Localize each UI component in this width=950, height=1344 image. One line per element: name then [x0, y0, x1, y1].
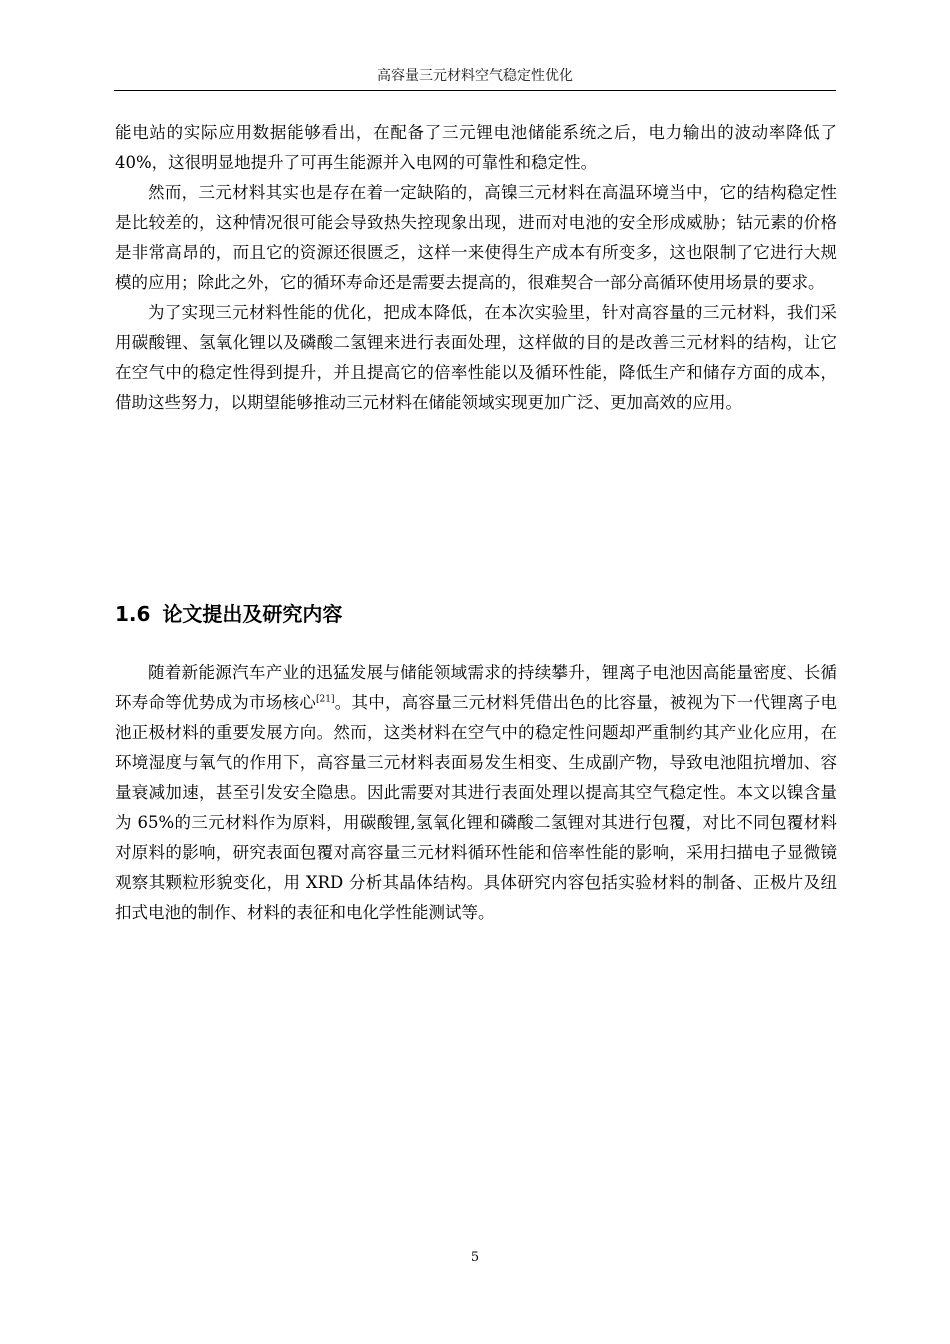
page-number: 5 [470, 1250, 480, 1265]
section-heading [115, 598, 837, 630]
paragraph-research-content [115, 658, 837, 928]
citation-reference: [21] [316, 694, 335, 705]
paragraph-material-defects: 然而，三元材料其实也是存在着一定缺陷的，高镍三元材料在高温环境当中，它的结构稳定性是比较差的，这种情况很可能会导致热失控现象出现，进而对电池的安全形成威胁；钴元素的价格是非常高昂的，而且它的资源还很匮乏，这样一来使得生产成本有所变多，这也限制了它进行大规模的应用；除此之外，它的循环寿命还是需要去提高的，很难契合一部分高循环使用场景的要求。 [115, 183, 837, 292]
running-title: 高容量三元材料空气稳定性优化 [377, 68, 573, 84]
paragraph-text-part2: 。其中，高容量三元材料凭借出色的比容量，被视为下一代锂离子电池正极材料的重要发展方向。然而，这类材料在空气中的稳定性问题却严重制约其产业化应用，在环境湿度与氧气的作用下，高容量三元材料表面易发生相变、生成副产物，导致电池阻抗增加、容量衰减加速，甚至引发安全隐患。因此需要对其进行表面处理以提高其空气稳定性。本文以镍含量为 65%的三元材料作为原料，用碳酸锂,氢氧化锂和磷酸二氢锂对其进行包覆，对比不同包覆材料对原料的影响，研究表面包覆对高容量三元材料循环性能和倍率性能的影响，采用扫描电子显微镜观察其颗粒形貌变化，用 XRD 分析其晶体结构。具体研究内容包括实验材料的制备、正极片及纽扣式电池的制作、材料的表征和电化学性能测试等。 [115, 693, 838, 922]
paragraph-experiment-goal: 为了实现三元材料性能的优化，把成本降低，在本次实验里，针对高容量的三元材料，我们采用碳酸锂、氢氧化锂以及磷酸二氢锂来进行表面处理，这样做的目的是改善三元材料的结构，让它在空气中的稳定性得到提升，并且提高它的倍率性能以及循环性能，降低生产和储存方面的成本，借助这些努力，以期望能够推动三元材料在储能领域实现更加广泛、更加高效的应用。 [115, 303, 837, 412]
section-title: 论文提出及研究内容 [162, 602, 343, 626]
paragraph-continuation: 能电站的实际应用数据能够看出，在配备了三元锂电池储能系统之后，电力输出的波动率降低了 40%，这很明显地提升了可再生能源并入电网的可靠性和稳定性。 [115, 123, 837, 172]
page-header [114, 62, 836, 91]
section-body [115, 658, 837, 928]
section-number: 1.6 [115, 602, 151, 626]
paragraph-text-part1: 随着新能源汽车产业的迅猛发展与储能领域需求的持续攀升，锂离子电池因高能量密度、长循环寿命等优势成为市场核心 [115, 663, 837, 712]
body-text-block [115, 118, 837, 418]
